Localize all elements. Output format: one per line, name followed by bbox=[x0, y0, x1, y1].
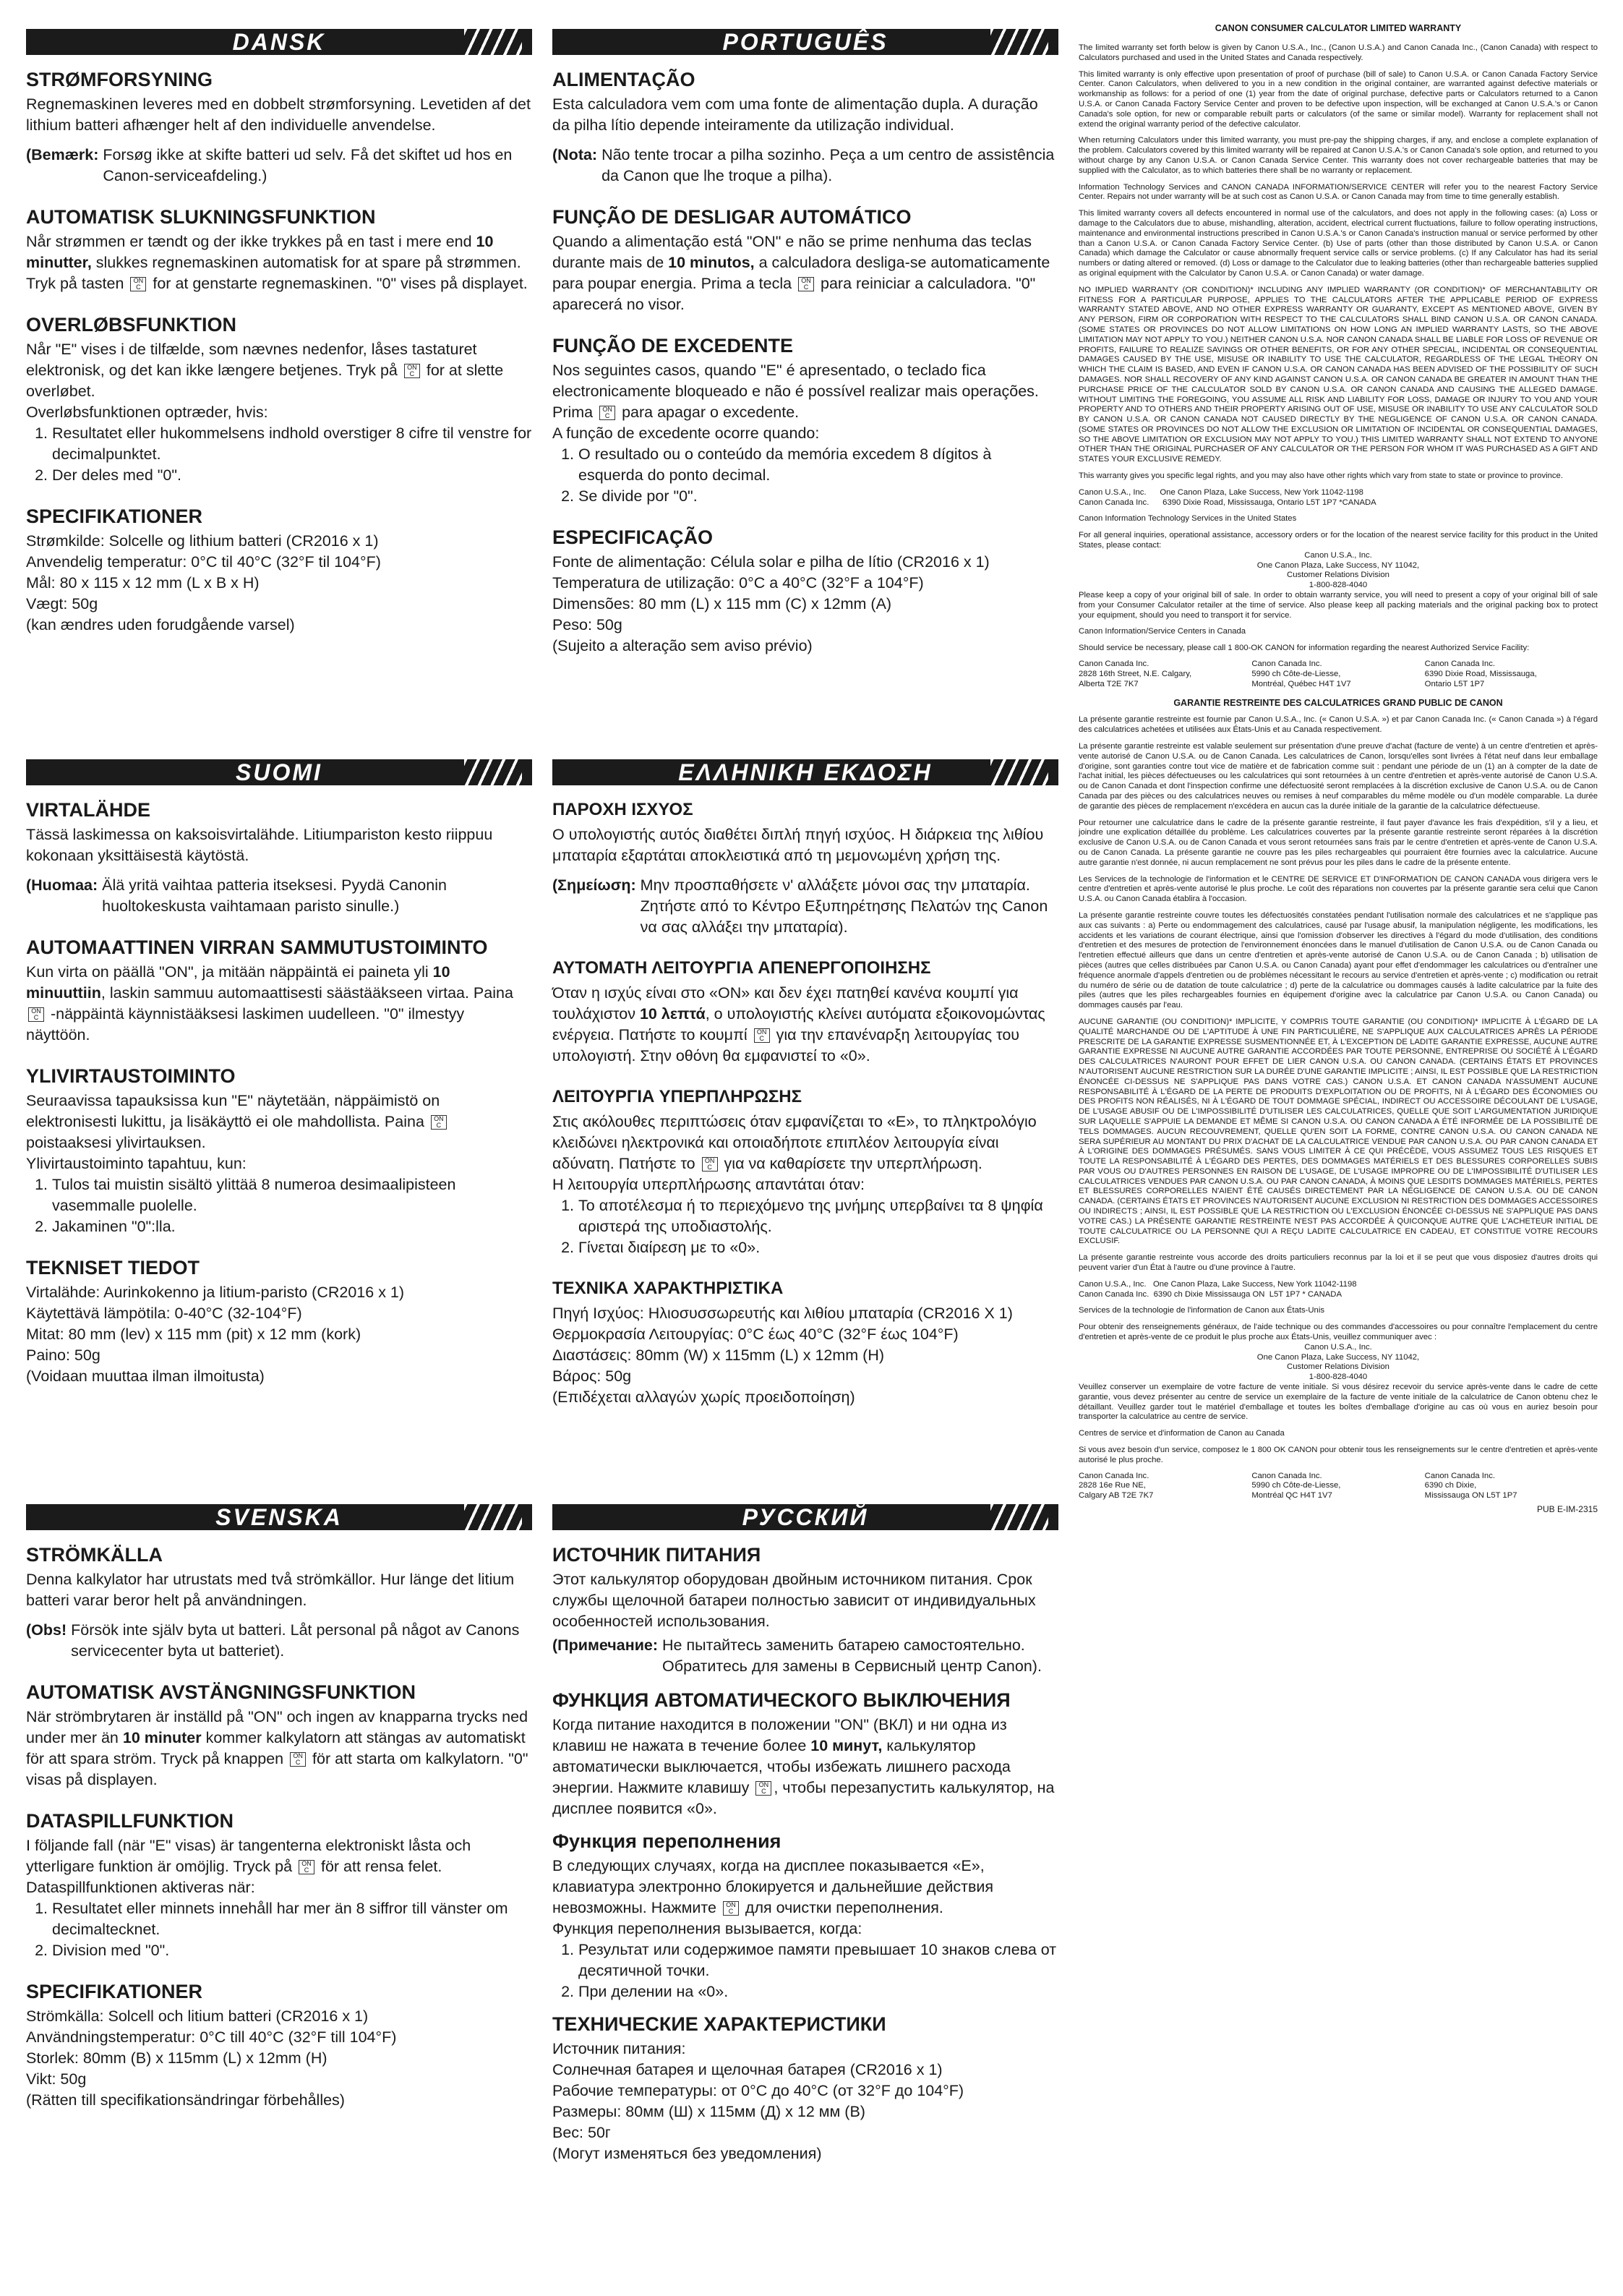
section-heading: OVERLØBSFUNKTION bbox=[26, 314, 237, 336]
note: (Bemærk: Forsøg ikke at skifte batteri ud selv. Få det skiftet ud hos en Canon-serviceafdeling.) bbox=[26, 146, 513, 184]
paragraph: Όταν η ισχύς είναι στο «ON» και δεν έχει πατηθεί κανένα κουμπί για τουλάχιστον 10 λεπτά, ο υπολογιστής κλείνει αυτόματα εξοικονομώντας ενέργεια. Πατήστε το κουμπί ON C για την επανέναρξη λειτουργίας του υπολογιστή. Στην οθόνη θα εμφανιστεί το «0». bbox=[552, 984, 1045, 1064]
paragraph: Kun virta on päällä "ON", ja mitään näppäintä ei paineta yli 10 minuuttiin, laskin sammuu automaattisesti säästääkseen virtaa. Paina ON C -näppäintä käynnistääksesi laskimen uudelleen. "0" ilmestyy näyttöön. bbox=[26, 963, 513, 1044]
section-heading: ИСТОЧНИК ПИТАНИЯ bbox=[552, 1544, 761, 1566]
on-c-key-icon: ON C bbox=[299, 1860, 314, 1874]
language-band: SVENSKA bbox=[26, 1504, 532, 1530]
on-c-key-icon: ON C bbox=[431, 1115, 447, 1130]
on-c-key-icon: ON C bbox=[130, 277, 146, 291]
spec-line: (Sujeito a alteração sem aviso prévio) bbox=[552, 637, 813, 654]
list-item: 1. Результат или содержимое памяти превышает 10 знаков слева от десятичной точки. bbox=[578, 1939, 1058, 1981]
spec-line: Вес: 50г bbox=[552, 2124, 611, 2141]
service-center: Canon Canada Inc. 2828 16e Rue NE, Calgary AB T2E 7K7 bbox=[1079, 1471, 1154, 1501]
paragraph: The limited warranty set forth below is given by Canon U.S.A., Inc., (Canon U.S.A.) and Canon Canada Inc., (Canon Canada) with respect to Calculators purchased and used in the United States and Canada respectively. bbox=[1079, 43, 1598, 62]
paragraph: Veuillez conserver un exemplaire de votre facture de vente initiale. Si vous désirez recevoir du service après-vente dans le cadre de cette garantie, vous devez présenter au centre de service un exemplaire de la facture de vente initiale de la calculatrice de Canon obtenu chez le détaillant. Veuillez garder tout le matériel d'emballage et toutes les boîtes d'emballage d'origine au cas où vous en auriez besoin pour transporter la calculatrice au centre de service. bbox=[1079, 1383, 1598, 1422]
paragraph: This limited warranty covers all defects encountered in normal use of the calculators, and does not apply in the following cases: (a) Loss or damage to the Calculators due to abuse, mishandling, alteration, accident, electrical current fluctuations, failure to follow operating instructions, maintenance and environmental instructions prescribed in Canon U.S.A.'s or Canon Canada's instruction manual or service performed by other than a Canon U.S.A. or Canon Canada Factory Service Center. (b) Use of parts (other than those distributed by Canon U.S.A. or Canon Canada) which damage the Calculator or cause abnormally frequent service calls or service problems. (c) If any Calculator has had its serial numbers or dating altered or removed. (d) Loss or damage to the Calculator due to leaking batteries (other than rechargeable batteries supplied as original equipment with the Calculator by Canon U.S.A. or Canon Canada) or water damage. bbox=[1079, 209, 1598, 278]
service-center: Canon Canada Inc. 2828 16th Street, N.E. Calgary, Alberta T2E 7K7 bbox=[1079, 660, 1192, 688]
paragraph: La présente garantie restreinte vous accorde des droits particuliers reconnus par la loi et il se peut que vous disposiez d'autres droits qui peuvent varier d'un État à l'autre ou d'une province à l'autre. bbox=[1079, 1253, 1598, 1273]
section-heading: STRÖMKÄLLA bbox=[26, 1544, 163, 1566]
paragraph: La présente garantie restreinte couvre toutes les défectuosités constatées pendant l'utilisation normale des calculatrices et ne s'applique pas aux cas suivants : a) Perte ou endommagement des calculatrices, causé par l'usage abusif, la manipulation négligente, les modifications, les accidents et les variations de courant électrique, ainsi que l'omission d'observer les directives à l'égard du mode d'utilisation, des conditions d'entretien et des mesures de protection de l'environnement énoncées dans le manuel d'utilisation de Canon U.S.A. ou de Canon Canada ou l'entretien effectué ailleurs que dans un centre d'entretien et après-vente autorisé de Canon U.S.A. ou de Canon Canada ; b) utilisation de pièces (autres que celles distribuées par Canon U.S.A. ou Canon Canada) ayant pour effet d'endommager les calculatrices ou d'entraîner une fréquence anormale d'appels d'entretien ou de problèmes nécessitant le recours au service d'entretien et après-vente ; c) modification ou retrait du numéro de série ou de datation de toute calculatrice ; d) perte de la calculatrice ou dommages causés à ladite calculatrice par la fuite des piles (autres que les piles rechargeables fournies en équipement d'origine avec la calculatrice par Canon U.S.A. ou Canon Canada) ou dommages causés par l'eau. bbox=[1079, 910, 1598, 1010]
column-middle bbox=[552, 29, 1058, 2164]
paragraph: Canon Information Technology Services in the United States bbox=[1079, 514, 1297, 524]
spec-line: (Могут изменяться без уведомления) bbox=[552, 2145, 822, 2162]
warranty-title: CANON CONSUMER CALCULATOR LIMITED WARRANTY bbox=[1215, 23, 1462, 33]
list bbox=[26, 423, 532, 486]
section-russkiy bbox=[552, 1504, 1058, 2164]
service-center: Canon Canada Inc. 5990 ch Côte-de-Liesse, Montréal, Québec H4T 1V7 bbox=[1251, 660, 1351, 688]
paragraph: Should service be necessary, please call 1 800-OK CANON for information regarding the nearest Authorized Service Facility: bbox=[1079, 644, 1530, 653]
spec-line: Strömkälla: Solcell och litium batteri (CR2016 x 1) bbox=[26, 2007, 369, 2025]
list-item: 1. Tulos tai muistin sisältö ylittää 8 numeroa desimaalipisteen vasemmalle puolelle. bbox=[52, 1174, 532, 1216]
section-heading: ALIMENTAÇÃO bbox=[552, 69, 695, 90]
section-heading: ΑΥΤΟΜΑΤΗ ΛΕΙΤΟΥΡΓΙΑ ΑΠΕΝΕΡΓΟΠΟΙΗΣΗΣ bbox=[552, 958, 931, 978]
section-heading: STRØMFORSYNING bbox=[26, 69, 213, 90]
paragraph: När strömbrytaren är inställd på "ON" och ingen av knapparna trycks ned under mer än 10 minuter kommer kalkylatorn att stängas av automatiskt för att spara ström. Tryck på knappen ON C för att starta om kalkylatorn. "0" visas på displayen. bbox=[26, 1708, 528, 1788]
section-svenska bbox=[26, 1504, 532, 2111]
section-heading: VIRTALÄHDE bbox=[26, 799, 150, 821]
on-c-key-icon: ON C bbox=[798, 277, 814, 291]
paragraph: La présente garantie restreinte est fournie par Canon U.S.A., Inc. (« Canon U.S.A. ») et par Canon Canada Inc. (« Canon Canada ») à l'égard des calculatrices achetées et utilisées aux États-Unis et au Canada respectivement. bbox=[1079, 715, 1598, 735]
paragraph: Ylivirtaustoiminto tapahtuu, kun: bbox=[26, 1155, 247, 1172]
paragraph: Tässä laskimessa on kaksoisvirtalähde. Litiumpariston kesto riippuu kokonaan yksittäisestä käytöstä. bbox=[26, 826, 493, 864]
section-dansk bbox=[26, 29, 532, 759]
spec-line: Πηγή Ισχύος: Ηλιοσυσσωρευτής και λιθίου μπαταρία (CR2016 X 1) bbox=[552, 1305, 1013, 1322]
paragraph: This limited warranty is only effective upon presentation of proof of purchase (bill of sale) to Canon U.S.A. or Canon Canada Factory Service Center. Canon Calculators, when delivered to you in a new condition in the original container, are warranted against defective materials or workmanship as follows: for a period of one (1) year from the date of original purchase, defective parts or Calculators returned to a Canon U.S.A. or Canon Canada Factory Service Center and proven to be defective upon inspection, will be exchanged at Canon U.S.A.'s or Canon Canada's sole option, for new or comparable rebuilt parts or calculators (of the same or similar model). Warranty for replacement shall not extend the original warranty period of the defective calculator. bbox=[1079, 69, 1598, 129]
note: (Huomaa: Älä yritä vaihtaa patteria itseksesi. Pyydä Canonin huoltokeskusta vaihtamaan paristo sinulle.) bbox=[26, 876, 447, 915]
paragraph: Regnemaskinen leveres med en dobbelt strømforsyning. Levetiden af det lithium batteri afhænger helt af den individuelle anvendelse. bbox=[26, 95, 531, 134]
paragraph: I följande fall (när "E" visas) är tangenterna elektroniskt låsta och ytterligare funktion är omöjlig. Tryck på ON C för att rensa felet. bbox=[26, 1837, 471, 1875]
section-heading: ΤΕΧΝΙΚΑ ΧΑΡΑΚΤΗΡΙΣΤΙΚΑ bbox=[552, 1279, 784, 1298]
spec-line: (kan ændres uden forudgående varsel) bbox=[26, 616, 295, 633]
address-block: Canon U.S.A., Inc. One Canon Plaza, Lake Success, New York 11042-1198 Canon Canada Inc. 6390 ch Dixie Mississauga ON L5T 1P7 * CANADA bbox=[1079, 1279, 1357, 1299]
service-center: Canon Canada Inc. 6390 Dixie Road, Mississauga, Ontario L5T 1P7 bbox=[1424, 660, 1537, 688]
section-heading: ΛΕΙΤΟΥΡΓΙΑ ΥΠΕΡΠΛΗΡΩΣΗΣ bbox=[552, 1087, 802, 1106]
section-heading: FUNÇÃO DE EXCEDENTE bbox=[552, 335, 794, 357]
note: (Σημείωση: Μην προσπαθήσετε ν' αλλάξετε μόνοι σας την μπαταρία. Ζητήστε από το Κέντρο Εξυπηρέτησης Πελατών της Canon να σας αλλάξει την μπαταρία). bbox=[552, 876, 1048, 936]
paragraph: Этот калькулятор оборудован двойным источником питания. Срок службы щелочной батареи полностью зависит от индивидуальных особенностей использования. bbox=[552, 1571, 1036, 1630]
on-c-key-icon: ON C bbox=[28, 1007, 44, 1022]
spec-line: Солнечная батарея и щелочная батарея (CR2016 x 1) bbox=[552, 2061, 943, 2078]
paragraph: Dataspillfunktionen aktiveras när: bbox=[26, 1879, 255, 1896]
section-portugues bbox=[552, 29, 1058, 759]
paragraph: Please keep a copy of your original bill of sale. In order to obtain warranty service, you will need to present a copy of your original bill of sale from your Consumer Calculator retailer at the time of service. Also please keep all packing materials and the original packing box to protect your equipment, should you need to transport it for service. bbox=[1079, 591, 1598, 620]
section-heading: Функция переполнения bbox=[552, 1830, 781, 1852]
language-band: ΕΛΛΗΝΙΚΗ ΕΚΔΟΣΗ bbox=[552, 759, 1058, 785]
service-center: Canon Canada Inc. 5990 ch Côte-de-Liesse, Montréal QC H4T 1V7 bbox=[1251, 1471, 1341, 1501]
list-item: 1. Resultatet eller minnets innehåll har mer än 8 siffror till vänster om decimaltecknet. bbox=[52, 1898, 532, 1940]
contact-block: Canon U.S.A., Inc. One Canon Plaza, Lake Success, NY 11042, Customer Relations Division 1-800-828-4040 bbox=[1256, 1342, 1420, 1382]
paragraph: Pour obtenir des renseignements généraux, de l'aide technique ou des commandes d'accessoires ou pour connaître l'emplacement du centre d'entretien et après-vente de ce produit le plus proche aux États-Unis, veuillez communiquer avec : bbox=[1079, 1323, 1598, 1342]
paragraph: Overløbsfunktionen optræder, hvis: bbox=[26, 404, 268, 421]
paragraph: For all general inquiries, operational assistance, accessory orders or for the location of the nearest service facility for this product in the United States, please contact: bbox=[1079, 531, 1598, 550]
spec-line: Peso: 50g bbox=[552, 616, 622, 633]
paragraph: Information Technology Services and CANON CANADA INFORMATION/SERVICE CENTER will refer you to the nearest Factory Service Center. Repairs not under warranty will be at such cost as Canon U.S.A. or Canon Canada may from time to time generally establish. bbox=[1079, 182, 1598, 202]
spec-line: Dimensões: 80 mm (L) x 115 mm (C) x 12mm (A) bbox=[552, 595, 892, 613]
on-c-key-icon: ON C bbox=[754, 1028, 770, 1043]
paragraph: Centres de service et d'information de Canon au Canada bbox=[1079, 1429, 1285, 1438]
address-block: Canon U.S.A., Inc. One Canon Plaza, Lake Success, New York 11042-1198 Canon Canada Inc. 6390 Dixie Road, Mississauga, Ontario L5T 1P7 *CANADA bbox=[1079, 487, 1376, 507]
spec-line: (Rätten till specifikationsändringar förbehålles) bbox=[26, 2091, 345, 2109]
list-item: 2. При делении на «0». bbox=[578, 1981, 1058, 2002]
list-item: 2. Γίνεται διαίρεση με το «0». bbox=[578, 1237, 1058, 1258]
paragraph: This warranty gives you specific legal rights, and you may also have other rights which vary from state to state or province to province. bbox=[1079, 471, 1563, 481]
language-band: DANSK bbox=[26, 29, 532, 55]
paragraph: AUCUNE GARANTIE (OU CONDITION)* IMPLICITE, Y COMPRIS TOUTE GARANTIE (OU CONDITION)* IMPLICITE À L'ÉGARD DE LA QUALITÉ MARCHANDE OU DE L'APTITUDE À UNE FIN PARTICULIÈRE, NE S'APPLIQUE AUX CALCULATRICES APRÈS LA PÉRIODE PRESCRITE DE LA GARANTIE EXPRESSE SUSMENTIONNÉE ET, À L'EXCEPTION DE LADITE GARANTIE EXPRESSE, AUCUNE AUTRE GARANTIE EXPRESSE NI AUCUNE AUTRE GARANTIE ACCORDÉES PAR TOUTE PERSONNE, ENTREPRISE OU SOCIÉTÉ À L'ÉGARD DES CALCULATRICES N'AURONT POUR EFFET DE LIER CANON U.S.A. OU CANON CANADA. (CERTAINS ÉTATS ET PROVINCES N'AUTORISENT AUCUNE RESTRICTION SUR LA DURÉE D'UNE GARANTIE IMPLICITE ; AINSI, IL EST POSSIBLE QUE LA RESTRICTION ÉNONCÉE CI-DESSUS NE S'APPLIQUE PAS DANS VOTRE CAS.) CANON U.S.A. ET CANON CANADA N'ASSUMENT AUCUNE RESPONSABILITÉ À L'ÉGARD DE LA PERTE DE PRODUITS D'EXPLOITATION OU DE PROFITS, NI À L'ÉGARD DES ÉCONOMIES OU DES PROFITS NON RÉALISÉS, NI À L'ÉGARD DE TOUT DOMMAGE SPÉCIAL, INDIRECT OU ACCESSOIRE DÉCOULANT DE L'USAGE, DE L'USAGE ABUSIF OU DE L'IMPOSSIBILITÉ D'UTILISER LES CALCULATRICES, QUELLE QUE SOIT L'ARGUMENTATION JURIDIQUE SUR LAQUELLE S'APPUIE LA DEMANDE ET MÊME SI CANON U.S.A. OU CANON CANADA A ÉTÉ INFORMÉE DE LA POSSIBILITÉ DE TELS DOMMAGES. AUCUN RECOUVREMENT, QUELLE QU'EN SOIT LA FORME, CONTRE CANON U.S.A. OU CANON CANADA NE SERA SUPÉRIEUR AU MONTANT DU PRIX D'ACHAT DE LA CALCULATRICE VENDUE PAR CANON U.S.A. OU PAR CANON CANADA ET À L'ORIGINE DES DOMMAGES PRÉSUMÉS. SANS VOUS LIMITER À CE QUI PRÉCÈDE, VOUS ASSUMEZ TOUS LES RISQUES ET TOUTE LA RESPONSABILITÉ À L'ÉGARD DES PERTES, DES DOMMAGES MATÉRIELS ET DES BLESSURES CORPORELLES SUBIS PAR VOUS OU D'AUTRES PERSONNES EN RAISON DE L'USAGE, DE L'USAGE IMPROPRE OU DE L'IMPOSSIBILITÉ D'UTILISER LES CALCULATRICES VENDUES PAR CANON U.S.A. OU PAR CANON CANADA, À MOINS QUE LESDITS DOMMAGES MATÉRIELS, PERTES ET BLESSURES CORPORELLES N'AIENT ÉTÉ CAUSÉS DIRECTEMENT PAR LA NÉGLIGENCE DE CANON U.S.A. OU DE CANON CANADA. (CERTAINS ÉTATS ET PROVINCES N'AUTORISENT AUCUNE EXCLUSION NI RESTRICTION DES DOMMAGES ACCESSOIRES OU INDIRECTS ; AINSI, IL EST POSSIBLE QUE LA RESTRICTION OU L'EXCLUSION ÉNONCÉE CI-DESSUS NE S'APPLIQUE PAS DANS VOTRE CAS.) LA PRÉSENTE GARANTIE RESTREINTE N'EST PAS ACCORDÉE À QUICONQUE AUTRE QUE L'ACHETEUR INITIAL DE TOUTE CALCULATRICE OU LA PERSONNE QUI A REÇU LADITE CALCULATRICE EN CADEAU, ET CONSTITUE VOTRE RECOURS EXCLUSIF. bbox=[1079, 1017, 1598, 1246]
paragraph: When returning Calculators under this limited warranty, you must pre-pay the shipping charges, if any, and enclose a complete explanation of the problem. Calculators covered by this limited warranty will be repaired at Canon U.S.A.'s or Canon Canada's sole option, and returned to you without charge by any Canon U.S.A. or Canon Canada Service Center. This warranty does not cover rechargeable batteries that may be supplied with the Calculator, as to which batteries there shall be no warranty or replacement. bbox=[1079, 136, 1598, 175]
section-heading: ΠΑΡΟΧΗ ΙΣΧΥΟΣ bbox=[552, 800, 693, 819]
section-heading: SPECIFIKATIONER bbox=[26, 1981, 203, 2002]
paragraph: Когда питание находится в положении "ON" (ВКЛ) и ни одна из клавиш не нажата в течение более 10 минут, калькулятор автоматически выключается, чтобы избежать лишнего расхода энергии. Нажмите клавишу ON C , чтобы перезапустить калькулятор, на дисплее появится «0». bbox=[552, 1716, 1055, 1817]
service-centers bbox=[1079, 1472, 1598, 1501]
on-c-key-icon: ON C bbox=[599, 406, 615, 420]
list bbox=[552, 444, 1058, 507]
language-band: SUOMI bbox=[26, 759, 532, 785]
on-c-key-icon: ON C bbox=[290, 1752, 306, 1767]
paragraph: Pour retourner une calculatrice dans le cadre de la présente garantie restreinte, il faut payer d'avance les frais d'expédition, s'il y a lieu, et joindre une explication détaillée du problème. Les calculatrices couvertes par la présente garantie restreinte seront réparées à la discrétion exclusive de Canon U.S.A. ou de Canon Canada et vous seront retournées sans frais par le centre d'entretien et après-vente de Canon U.S.A. ou de Canon Canada. La présente garantie ne couvre pas les piles rechargeables qui pourraient être fournies avec la calculatrice. Aucune autre garantie n'est donnée, ni aucun remplacement ne sont prévus pour les piles dans le cadre de la présente entente. bbox=[1079, 818, 1598, 867]
note: (Obs! Försök inte själv byta ut batteri. Låt personal på något av Canons servicecenter byta ut batteriet). bbox=[26, 1621, 520, 1660]
note: (Nota: Não tente trocar a pilha sozinho. Peça a um centro de assistência da Canon que lhe troque a pilha). bbox=[552, 146, 1055, 184]
spec-line: Användningstemperatur: 0°C till 40°C (32°F till 104°F) bbox=[26, 2028, 397, 2046]
spec-line: Vægt: 50g bbox=[26, 595, 98, 613]
section-heading: DATASPILLFUNKTION bbox=[26, 1810, 234, 1832]
spec-line: Paino: 50g bbox=[26, 1347, 100, 1364]
language-band: РУССКИЙ bbox=[552, 1504, 1058, 1530]
list-item: 1. Το αποτέλεσμα ή το περιεχόμενο της μνήμης υπερβαίνει τα 8 ψηφία αριστερά της υποδιαστολής. bbox=[578, 1195, 1058, 1237]
on-c-key-icon: ON C bbox=[723, 1901, 739, 1916]
paragraph: Nos seguintes casos, quando "E" é apresentado, o teclado fica electronicamente bloqueado e não é possível realizar mais operações. Prima ON C para apagar o excedente. bbox=[552, 362, 1039, 421]
paragraph: Når "E" vises i de tilfælde, som nævnes nedenfor, låses tastaturet elektronisk, og det kan ikke længere betjenes. Tryk på ON C for at slette overløbet. bbox=[26, 341, 504, 400]
spec-line: Mitat: 80 mm (lev) x 115 mm (pit) x 12 mm (kork) bbox=[26, 1326, 361, 1343]
list-item: 1. O resultado ou o conteúdo da memória excedem 8 dígitos à esquerda do ponto decimal. bbox=[578, 444, 1058, 486]
language-band: PORTUGUÊS bbox=[552, 29, 1058, 55]
spec-line: Anvendelig temperatur: 0°C til 40°C (32°F til 104°F) bbox=[26, 553, 381, 571]
section-heading: ТЕХНИЧЕСКИЕ ХАРАКТЕРИСТИКИ bbox=[552, 2013, 886, 2035]
paragraph: Функция переполнения вызывается, когда: bbox=[552, 1920, 862, 1937]
list-item: 2. Der deles med "0". bbox=[52, 465, 532, 486]
paragraph: NO IMPLIED WARRANTY (OR CONDITION)* INCLUDING ANY IMPLIED WARRANTY (OR CONDITION)* OF MERCHANTABILITY OR FITNESS FOR A PARTICULAR PURPOSE, APPLIES TO THE CALCULATORS AFTER THE APPLICABLE PERIOD OF EXPRESS WARRANTY STATED ABOVE, AND NO OTHER EXPRESS WARRANTY OR GUARANTY, EXCEPT AS MENTIONED ABOVE, GIVEN BY ANY PERSON, FIRM OR CORPORATION WITH RESPECT TO THE CALCULATORS SHALL BIND CANON U.S.A. OR CANON CANADA. (SOME STATES OR PROVINCES DO NOT ALLOW LIMITATIONS ON HOW LONG AN IMPLIED WARRANTY LASTS, SO THE ABOVE LIMITATION MAY NOT APPLY TO YOU.) NEITHER CANON U.S.A. NOR CANON CANADA SHALL BE LIABLE FOR LOSS OF REVENUE OR PROFITS, FAILURE TO REALIZE SAVINGS OR OTHER BENEFITS, OR FOR ANY OTHER SPECIAL, INCIDENTAL OR CONSEQUENTIAL DAMAGES CAUSED BY THE USE, MISUSE OR INABILITY TO USE THE CALCULATOR, REGARDLESS OF THE LEGAL THEORY ON WHICH THE CLAIM IS BASED, AND EVEN IF CANON U.S.A. OR CANON CANADA HAS BEEN ADVISED OF THE POSSIBILITY OF SUCH DAMAGES. NOR SHALL RECOVERY OF ANY KIND AGAINST CANON U.S.A. OR CANON CANADA BE GREATER IN AMOUNT THAN THE PURCHASE PRICE OF THE CALCULATOR SOLD BY CANON U.S.A. OR CANON CANADA AND CAUSING THE ALLEGED DAMAGE. WITHOUT LIMITING THE FOREGOING, YOU ASSUME ALL RISK AND LIABILITY FOR LOSS, DAMAGE OR INJURY TO YOU AND YOUR PROPERTY AND TO OTHERS AND THEIR PROPERTY ARISING OUT OF USE, MISUSE OR INABILITY TO USE ANY CALCULATOR SOLD BY CANON U.S.A. OR CANON CANADA NOT CAUSED DIRECTLY BY THE NEGLIGENCE OF CANON U.S.A. OR CANON CANADA. (SOME STATES OR PROVINCES DO NOT ALLOW THE EXCLUSION OR LIMITATION OF INCIDENTAL OR CONSEQUENTIAL DAMAGES, SO THE ABOVE LIMITATION OR EXCLUSION MAY NOT APPLY TO YOU.) THIS LIMITED WARRANTY SHALL NOT EXTEND TO ANYONE OTHER THAN THE ORIGINAL PURCHASER OF ANY CALCULATOR OR THE PERSON FOR WHOM IT WAS PURCHASED AS A GIFT AND STATES YOUR EXCLUSIVE REMEDY. bbox=[1079, 285, 1598, 464]
section-heading: SPECIFIKATIONER bbox=[26, 505, 203, 527]
paragraph: Στις ακόλουθες περιπτώσεις όταν εμφανίζεται το «E», το πληκτρολόγιο κλειδώνει ηλεκτρονικά και οποιαδήποτε επιπλέον λειτουργία είναι αδύνατη. Πατήστε το ON C για να καθαρίσετε την υπερπλήρωση. bbox=[552, 1113, 1037, 1172]
section-heading: AUTOMAATTINEN VIRRAN SAMMUTUSTOIMINTO bbox=[26, 936, 488, 958]
spec-line: Temperatura de utilização: 0°C a 40°C (32°F a 104°F) bbox=[552, 574, 924, 592]
column-warranty bbox=[1079, 23, 1598, 1514]
section-heading: ESPECIFICAÇÃO bbox=[552, 526, 714, 548]
paragraph: Η λειτουργία υπερπλήρωσης απαντάται όταν: bbox=[552, 1176, 865, 1193]
list-item: 2. Division med "0". bbox=[52, 1940, 532, 1961]
spec-line: Размеры: 80мм (Ш) x 115мм (Д) x 12 мм (В) bbox=[552, 2103, 865, 2120]
spec-line: (Voidaan muuttaa ilman ilmoitusta) bbox=[26, 1367, 265, 1385]
paragraph: Les Services de la technologie de l'information et le CENTRE DE SERVICE ET D'INFORMATION DE CANON CANADA vous dirigera vers le centre d'entretien et après-vente autorisé le plus proche. Le coût des réparations non couvertes par la présente garantie sera celui que Canon U.S.A. ou Canon Canada établira à l'occasion. bbox=[1079, 874, 1598, 904]
paragraph: Denna kalkylator har utrustats med två strömkällor. Hur länge det litium batteri varar beror helt på användningen. bbox=[26, 1571, 515, 1609]
list-item: 2. Jakaminen "0":lla. bbox=[52, 1216, 532, 1237]
spec-line: Virtalähde: Aurinkokenno ja litium-paristo (CR2016 x 1) bbox=[26, 1284, 405, 1301]
paragraph: Services de la technologie de l'information de Canon aux États-Unis bbox=[1079, 1306, 1324, 1315]
warranty-title-fr: GARANTIE RESTREINTE DES CALCULATRICES GRAND PUBLIC DE CANON bbox=[1173, 698, 1503, 709]
list-item: 2. Se divide por "0". bbox=[578, 486, 1058, 507]
paragraph: Quando a alimentação está "ON" e não se prime nenhuma das teclas durante mais de 10 minutos, a calculadora desliga-se automaticamente para poupar energia. Prima a tecla ON C para reiniciar a calculadora. "0" aparecerá no visor. bbox=[552, 233, 1050, 313]
list bbox=[552, 1195, 1058, 1258]
publication-code: PUB E-IM-2315 bbox=[1536, 1504, 1598, 1514]
service-centers bbox=[1079, 660, 1598, 689]
list-item: 1. Resultatet eller hukommelsens indhold overstiger 8 cifre til venstre for decimalpunktet. bbox=[52, 423, 532, 465]
column-left bbox=[26, 29, 532, 2111]
spec-line: Источник питания: bbox=[552, 2040, 686, 2057]
spec-line: Mål: 80 x 115 x 12 mm (L x B x H) bbox=[26, 574, 260, 592]
spec-line: (Επιδέχεται αλλαγών χωρίς προειδοποίηση) bbox=[552, 1388, 855, 1406]
spec-line: Рабочие температуры: от 0°C до 40°C (от 32°F до 104°F) bbox=[552, 2082, 964, 2099]
spec-line: Fonte de alimentação: Célula solar e pilha de lítio (CR2016 x 1) bbox=[552, 553, 990, 571]
paragraph: В следующих случаях, когда на дисплее показывается «E», клавиатура электронно блокируется и дальнейшие действия невозможны. Нажмите ON C для очистки переполнения. bbox=[552, 1857, 994, 1916]
list bbox=[26, 1898, 532, 1961]
paragraph: Canon Information/Service Centers in Canada bbox=[1079, 627, 1246, 636]
spec-line: Βάρος: 50g bbox=[552, 1367, 632, 1385]
section-heading: TEKNISET TIEDOT bbox=[26, 1257, 200, 1279]
section-heading: YLIVIRTAUSTOIMINTO bbox=[26, 1065, 236, 1087]
contact-block: Canon U.S.A., Inc. One Canon Plaza, Lake Success, NY 11042, Customer Relations Division 1-800-828-4040 bbox=[1256, 550, 1420, 590]
paragraph: Når strømmen er tændt og der ikke trykkes på en tast i mere end 10 minutter, slukkes regnemaskinen automatisk for at spare på strømmen. Tryk på tasten ON C for at genstarte regnemaskinen. "0" vises på displayet. bbox=[26, 233, 528, 292]
section-heading: AUTOMATISK SLUKNINGSFUNKTION bbox=[26, 206, 376, 228]
list bbox=[26, 1174, 532, 1237]
paragraph: Ο υπολογιστής αυτός διαθέτει διπλή πηγή ισχύος. Η διάρκεια της λιθίου μπαταρία εξαρτάται αποκλειστικά από τη μεμονωμένη χρήση της. bbox=[552, 826, 1044, 864]
paragraph: Si vous avez besoin d'un service, composez le 1 800 OK CANON pour obtenir tous les renseignements sur le centre d'entretien et après-vente autorisé le plus proche. bbox=[1079, 1446, 1598, 1464]
spec-line: Strømkilde: Solcelle og lithium batteri (CR2016 x 1) bbox=[26, 532, 379, 550]
spec-line: Storlek: 80mm (B) x 115mm (L) x 12mm (H) bbox=[26, 2049, 327, 2067]
paragraph: A função de excedente ocorre quando: bbox=[552, 424, 820, 442]
spec-line: Vikt: 50g bbox=[26, 2070, 87, 2088]
on-c-key-icon: ON C bbox=[755, 1781, 771, 1796]
section-heading: AUTOMATISK AVSTÄNGNINGSFUNKTION bbox=[26, 1681, 416, 1703]
spec-line: Διαστάσεις: 80mm (W) x 115mm (L) x 12mm (H) bbox=[552, 1347, 885, 1364]
spec-line: Käytettävä lämpötila: 0-40°C (32-104°F) bbox=[26, 1305, 302, 1322]
paragraph: Seuraavissa tapauksissa kun "E" näytetään, näppäimistö on elektronisesti lukittu, ja lisäkäyttö ei ole mahdollista. Paina ON C poistaaksesi ylivirtauksen. bbox=[26, 1091, 532, 1153]
on-c-key-icon: ON C bbox=[702, 1157, 718, 1172]
section-heading: FUNÇÃO DE DESLIGAR AUTOMÁTICO bbox=[552, 206, 912, 228]
section-suomi bbox=[26, 759, 532, 1504]
section-ellinika bbox=[552, 759, 1058, 1504]
spec-line: Θερμοκρασία Λειτουργίας: 0°C έως 40°C (32°F έως 104°F) bbox=[552, 1326, 959, 1343]
note: (Примечание: Не пытайтесь заменить батарею самостоятельно. Обратитесь для замены в Сервисный центр Canon). bbox=[552, 1636, 1042, 1675]
paragraph: Esta calculadora vem com uma fonte de alimentação dupla. A duração da pilha lítio depende inteiramente da utilização individual. bbox=[552, 95, 1038, 134]
on-c-key-icon: ON C bbox=[404, 364, 420, 378]
service-center: Canon Canada Inc. 6390 ch Dixie, Mississauga ON L5T 1P7 bbox=[1424, 1471, 1517, 1501]
paragraph: La présente garantie restreinte est valable seulement sur présentation d'une preuve d'achat (facture de vente) à un centre d'entretien et après-vente autorisé de Canon U.S.A. ou de Canon Canada. Les calculatrices de Canon, lorsqu'elles sont livrées à l'état neuf dans leur emballage d'origine, sont garanties contre tout vice de matière et de fabrication comme suit : pendant une période de un (1) an à compter de la date de l'achat initial, les pièces défectueuses ou les calculatrices qui sont retournées à un centre d'entretien et après-vente autorisé de Canon U.S.A. ou de Canon Canada et dont l'inspection confirme une défectuosité seront remplacées à la discrétion exclusive de Canon U.S.A. ou de Canon Canada par des pièces ou des calculatrices neuves ou remises à neuf comparables du même modèle ou d'un modèle comparable. La durée de garantie des pièces de remplacement n'excédera en aucun cas la durée initiale de la garantie de la calculatrice défectueuse. bbox=[1079, 742, 1598, 811]
list bbox=[552, 1939, 1058, 2002]
section-heading: ФУНКЦИЯ АВТОМАТИЧЕСКОГО ВЫКЛЮЧЕНИЯ bbox=[552, 1689, 1011, 1711]
